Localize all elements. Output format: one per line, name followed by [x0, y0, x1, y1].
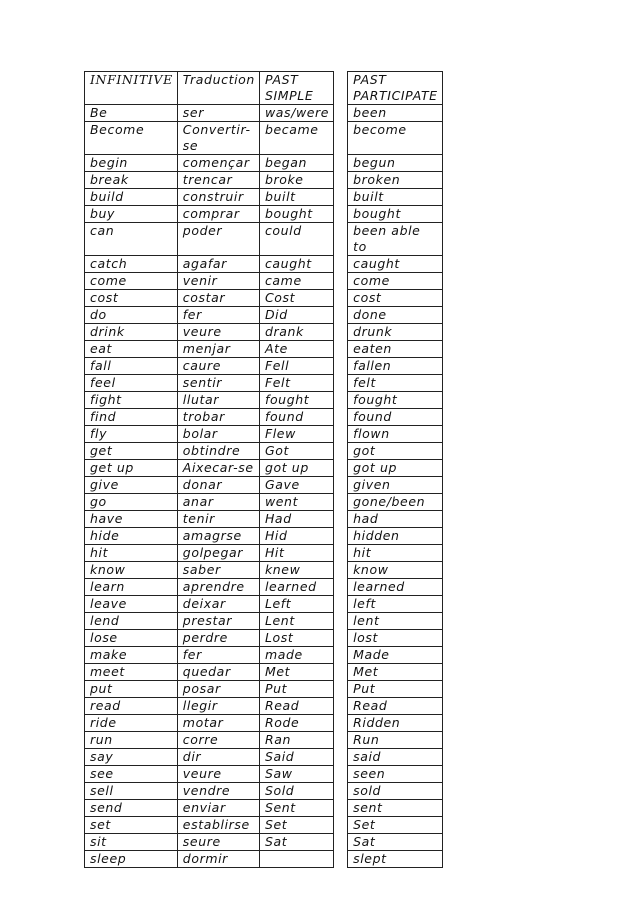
traduction-cell: donar	[177, 477, 259, 494]
past-simple-cell: Rode	[259, 715, 333, 732]
past-participle-cell: left	[348, 596, 443, 613]
table-row	[85, 324, 443, 341]
header-traduction: Traduction	[177, 72, 259, 105]
column-gap	[334, 783, 348, 800]
past-participle-cell: caught	[348, 256, 443, 273]
past-participle-cell: flown	[348, 426, 443, 443]
infinitive-cell: find	[85, 409, 178, 426]
table-row	[85, 392, 443, 409]
infinitive-cell: fly	[85, 426, 178, 443]
infinitive-cell: send	[85, 800, 178, 817]
traduction-cell: posar	[177, 681, 259, 698]
column-gap	[334, 749, 348, 766]
traduction-cell: fer	[177, 647, 259, 664]
infinitive-cell: have	[85, 511, 178, 528]
traduction-cell: trencar	[177, 172, 259, 189]
infinitive-cell: feel	[85, 375, 178, 392]
traduction-cell: dormir	[177, 851, 259, 868]
column-gap	[334, 290, 348, 307]
past-simple-cell: Hid	[259, 528, 333, 545]
traduction-cell: sentir	[177, 375, 259, 392]
infinitive-cell: come	[85, 273, 178, 290]
table-row	[85, 698, 443, 715]
past-participle-cell: sent	[348, 800, 443, 817]
past-participle-cell: fallen	[348, 358, 443, 375]
past-simple-cell: Saw	[259, 766, 333, 783]
past-simple-cell: knew	[259, 562, 333, 579]
column-gap	[334, 545, 348, 562]
infinitive-cell: meet	[85, 664, 178, 681]
past-participle-cell: cost	[348, 290, 443, 307]
past-simple-cell: Said	[259, 749, 333, 766]
past-simple-cell: Lent	[259, 613, 333, 630]
infinitive-cell: sell	[85, 783, 178, 800]
table-row	[85, 206, 443, 223]
table-header-row	[85, 72, 443, 105]
traduction-cell: quedar	[177, 664, 259, 681]
table-row	[85, 511, 443, 528]
infinitive-cell: Be	[85, 105, 178, 122]
column-gap	[334, 341, 348, 358]
table-row	[85, 851, 443, 868]
traduction-cell: obtindre	[177, 443, 259, 460]
column-gap	[334, 155, 348, 172]
past-participle-cell: come	[348, 273, 443, 290]
infinitive-cell: see	[85, 766, 178, 783]
column-gap	[334, 105, 348, 122]
past-simple-cell: could	[259, 223, 333, 256]
traduction-cell: motar	[177, 715, 259, 732]
column-gap	[334, 579, 348, 596]
table-row	[85, 494, 443, 511]
past-participle-cell: got up	[348, 460, 443, 477]
infinitive-cell: buy	[85, 206, 178, 223]
table-row	[85, 122, 443, 155]
past-participle-cell: gone/been	[348, 494, 443, 511]
traduction-cell: bolar	[177, 426, 259, 443]
infinitive-cell: leave	[85, 596, 178, 613]
past-simple-cell: was/were	[259, 105, 333, 122]
past-participle-cell: hidden	[348, 528, 443, 545]
column-gap	[334, 732, 348, 749]
infinitive-cell: begin	[85, 155, 178, 172]
traduction-cell: poder	[177, 223, 259, 256]
infinitive-cell: give	[85, 477, 178, 494]
past-simple-cell: Ran	[259, 732, 333, 749]
traduction-cell: trobar	[177, 409, 259, 426]
past-participle-cell: begun	[348, 155, 443, 172]
column-gap	[334, 851, 348, 868]
infinitive-cell: eat	[85, 341, 178, 358]
past-simple-cell: Left	[259, 596, 333, 613]
past-participle-cell: lent	[348, 613, 443, 630]
past-participle-cell: become	[348, 122, 443, 155]
table-row	[85, 223, 443, 256]
past-simple-cell: Lost	[259, 630, 333, 647]
infinitive-cell: cost	[85, 290, 178, 307]
infinitive-cell: ride	[85, 715, 178, 732]
past-participle-cell: know	[348, 562, 443, 579]
table-row	[85, 800, 443, 817]
past-participle-cell: said	[348, 749, 443, 766]
traduction-cell: veure	[177, 766, 259, 783]
traduction-cell: ser	[177, 105, 259, 122]
column-gap	[334, 122, 348, 155]
past-simple-cell: Sat	[259, 834, 333, 851]
past-simple-cell: went	[259, 494, 333, 511]
infinitive-cell: fall	[85, 358, 178, 375]
column-gap	[334, 630, 348, 647]
past-simple-cell: Sold	[259, 783, 333, 800]
table-row	[85, 749, 443, 766]
infinitive-cell: go	[85, 494, 178, 511]
past-simple-cell: Felt	[259, 375, 333, 392]
table-row	[85, 409, 443, 426]
infinitive-cell: drink	[85, 324, 178, 341]
traduction-cell: saber	[177, 562, 259, 579]
irregular-verbs-table	[84, 71, 443, 868]
header-past-simple: PAST SIMPLE	[259, 72, 333, 105]
traduction-cell: prestar	[177, 613, 259, 630]
past-simple-cell: Put	[259, 681, 333, 698]
traduction-cell: menjar	[177, 341, 259, 358]
past-participle-cell: fought	[348, 392, 443, 409]
infinitive-cell: learn	[85, 579, 178, 596]
infinitive-cell: hide	[85, 528, 178, 545]
traduction-cell: venir	[177, 273, 259, 290]
traduction-cell: agafar	[177, 256, 259, 273]
table-row	[85, 834, 443, 851]
past-simple-cell: Ate	[259, 341, 333, 358]
table-row	[85, 732, 443, 749]
table-row	[85, 817, 443, 834]
past-participle-cell: eaten	[348, 341, 443, 358]
column-gap	[334, 664, 348, 681]
past-participle-cell: drunk	[348, 324, 443, 341]
past-participle-cell: Met	[348, 664, 443, 681]
past-simple-cell: Fell	[259, 358, 333, 375]
table-row	[85, 613, 443, 630]
table-row	[85, 256, 443, 273]
column-gap	[334, 375, 348, 392]
traduction-cell: començar	[177, 155, 259, 172]
traduction-cell: llutar	[177, 392, 259, 409]
traduction-cell: caure	[177, 358, 259, 375]
traduction-cell: fer	[177, 307, 259, 324]
traduction-cell: Aixecar-se	[177, 460, 259, 477]
past-simple-cell: learned	[259, 579, 333, 596]
past-participle-cell: Read	[348, 698, 443, 715]
past-simple-cell: got up	[259, 460, 333, 477]
traduction-cell: dir	[177, 749, 259, 766]
traduction-cell: establirse	[177, 817, 259, 834]
past-participle-cell: had	[348, 511, 443, 528]
table-row	[85, 681, 443, 698]
past-simple-cell: Had	[259, 511, 333, 528]
traduction-cell: llegir	[177, 698, 259, 715]
infinitive-cell: do	[85, 307, 178, 324]
past-simple-cell: made	[259, 647, 333, 664]
infinitive-cell: say	[85, 749, 178, 766]
past-simple-cell: Flew	[259, 426, 333, 443]
past-participle-cell: felt	[348, 375, 443, 392]
past-participle-cell: Set	[348, 817, 443, 834]
column-gap	[334, 596, 348, 613]
table-row	[85, 426, 443, 443]
traduction-cell: comprar	[177, 206, 259, 223]
table-row	[85, 358, 443, 375]
past-participle-cell: Sat	[348, 834, 443, 851]
column-gap	[334, 172, 348, 189]
past-simple-cell: bought	[259, 206, 333, 223]
traduction-cell: anar	[177, 494, 259, 511]
traduction-cell: tenir	[177, 511, 259, 528]
past-simple-cell: found	[259, 409, 333, 426]
table-row	[85, 783, 443, 800]
table-row	[85, 307, 443, 324]
table-row	[85, 341, 443, 358]
column-gap	[334, 613, 348, 630]
past-participle-cell: been	[348, 105, 443, 122]
past-simple-cell: Met	[259, 664, 333, 681]
infinitive-cell: read	[85, 698, 178, 715]
past-participle-cell: found	[348, 409, 443, 426]
column-gap	[334, 681, 348, 698]
past-participle-cell: hit	[348, 545, 443, 562]
infinitive-cell: know	[85, 562, 178, 579]
infinitive-cell: set	[85, 817, 178, 834]
past-participle-cell: got	[348, 443, 443, 460]
past-simple-cell: came	[259, 273, 333, 290]
table-row	[85, 545, 443, 562]
past-simple-cell: Hit	[259, 545, 333, 562]
traduction-cell: aprendre	[177, 579, 259, 596]
table-row	[85, 290, 443, 307]
column-gap	[334, 358, 348, 375]
past-participle-cell: slept	[348, 851, 443, 868]
past-simple-cell: fought	[259, 392, 333, 409]
column-gap	[334, 477, 348, 494]
table-row	[85, 155, 443, 172]
infinitive-cell: can	[85, 223, 178, 256]
traduction-cell: construir	[177, 189, 259, 206]
infinitive-cell: get up	[85, 460, 178, 477]
column-gap	[334, 392, 348, 409]
past-simple-cell: built	[259, 189, 333, 206]
table-row	[85, 460, 443, 477]
infinitive-cell: hit	[85, 545, 178, 562]
table-body	[85, 105, 443, 868]
table-row	[85, 647, 443, 664]
column-gap	[334, 307, 348, 324]
past-participle-cell: learned	[348, 579, 443, 596]
traduction-cell: enviar	[177, 800, 259, 817]
infinitive-cell: make	[85, 647, 178, 664]
past-participle-cell: Run	[348, 732, 443, 749]
column-gap	[334, 324, 348, 341]
column-gap	[334, 460, 348, 477]
column-gap	[334, 273, 348, 290]
table-row	[85, 375, 443, 392]
traduction-cell: deixar	[177, 596, 259, 613]
past-participle-cell: sold	[348, 783, 443, 800]
column-gap	[334, 72, 348, 105]
infinitive-cell: run	[85, 732, 178, 749]
infinitive-cell: fight	[85, 392, 178, 409]
traduction-cell: perdre	[177, 630, 259, 647]
infinitive-cell: get	[85, 443, 178, 460]
column-gap	[334, 223, 348, 256]
column-gap	[334, 715, 348, 732]
infinitive-cell: put	[85, 681, 178, 698]
table-row	[85, 596, 443, 613]
past-simple-cell: Gave	[259, 477, 333, 494]
past-simple-cell: Read	[259, 698, 333, 715]
table-row	[85, 562, 443, 579]
infinitive-cell: lose	[85, 630, 178, 647]
column-gap	[334, 647, 348, 664]
table-row	[85, 477, 443, 494]
table-row	[85, 273, 443, 290]
past-participle-cell: seen	[348, 766, 443, 783]
past-simple-cell	[259, 851, 333, 868]
column-gap	[334, 834, 348, 851]
past-simple-cell: began	[259, 155, 333, 172]
past-participle-cell: given	[348, 477, 443, 494]
column-gap	[334, 817, 348, 834]
past-simple-cell: Did	[259, 307, 333, 324]
table-row	[85, 528, 443, 545]
traduction-cell: golpegar	[177, 545, 259, 562]
past-simple-cell: Got	[259, 443, 333, 460]
column-gap	[334, 443, 348, 460]
infinitive-cell: break	[85, 172, 178, 189]
table-row	[85, 766, 443, 783]
table-row	[85, 443, 443, 460]
traduction-cell: veure	[177, 324, 259, 341]
column-gap	[334, 800, 348, 817]
infinitive-cell: lend	[85, 613, 178, 630]
past-participle-cell: built	[348, 189, 443, 206]
past-participle-cell: done	[348, 307, 443, 324]
table-row	[85, 664, 443, 681]
header-infinitive: INFINITIVE	[85, 72, 178, 105]
past-simple-cell: Set	[259, 817, 333, 834]
infinitive-cell: sleep	[85, 851, 178, 868]
traduction-cell: vendre	[177, 783, 259, 800]
past-participle-cell: Made	[348, 647, 443, 664]
column-gap	[334, 511, 348, 528]
past-simple-cell: Cost	[259, 290, 333, 307]
column-gap	[334, 206, 348, 223]
past-simple-cell: caught	[259, 256, 333, 273]
past-simple-cell: broke	[259, 172, 333, 189]
past-participle-cell: bought	[348, 206, 443, 223]
header-past-participle: PAST PARTICIPATE	[348, 72, 443, 105]
infinitive-cell: build	[85, 189, 178, 206]
column-gap	[334, 409, 348, 426]
column-gap	[334, 426, 348, 443]
past-simple-cell: drank	[259, 324, 333, 341]
traduction-cell: corre	[177, 732, 259, 749]
table-row	[85, 105, 443, 122]
traduction-cell: Convertir-se	[177, 122, 259, 155]
past-simple-cell: Sent	[259, 800, 333, 817]
past-participle-cell: broken	[348, 172, 443, 189]
traduction-cell: seure	[177, 834, 259, 851]
past-participle-cell: lost	[348, 630, 443, 647]
past-participle-cell: Ridden	[348, 715, 443, 732]
column-gap	[334, 528, 348, 545]
table-row	[85, 189, 443, 206]
traduction-cell: amagrse	[177, 528, 259, 545]
column-gap	[334, 698, 348, 715]
column-gap	[334, 766, 348, 783]
infinitive-cell: sit	[85, 834, 178, 851]
table-row	[85, 630, 443, 647]
past-participle-cell: been able to	[348, 223, 443, 256]
column-gap	[334, 562, 348, 579]
infinitive-cell: catch	[85, 256, 178, 273]
table-row	[85, 579, 443, 596]
past-participle-cell: Put	[348, 681, 443, 698]
column-gap	[334, 494, 348, 511]
infinitive-cell: Become	[85, 122, 178, 155]
column-gap	[334, 189, 348, 206]
table-row	[85, 172, 443, 189]
column-gap	[334, 256, 348, 273]
table-row	[85, 715, 443, 732]
traduction-cell: costar	[177, 290, 259, 307]
past-simple-cell: became	[259, 122, 333, 155]
